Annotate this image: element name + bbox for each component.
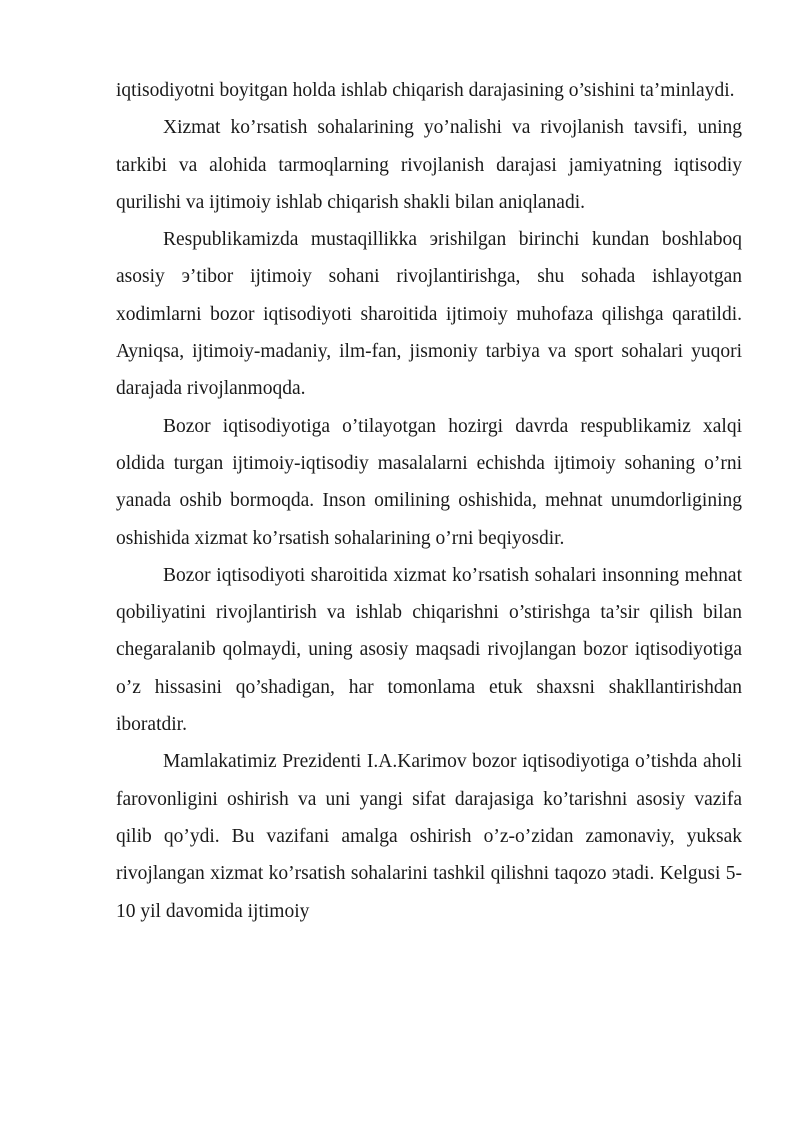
paragraph-service-sectors-direction: Xizmat ko’rsatish sohalarining yo’nalishi va rivojlanish tavsifi, uning tarkibi va alohida tarmoqlarning rivojlanish darajasi jamiyatning iqtisodiy qurilishi va ijtimoiy ishlab chiqarish shakli bilan aniqlanadi. xyxy=(116,117,742,213)
paragraph-market-transition: Bozor iqtisodiyotiga o’tilayotgan hozirgi davrda respublikamiz xalqi oldida turgan ijtimoiy-iqtisodiy masalalarni echishda ijtimoiy sohaning o’rni yanada oshib bormoqda. Inson omilining oshishida, mehnat unumdorligining oshishida xizmat ko’rsatish sohalarining o’rni beqiyosdir. xyxy=(116,415,742,549)
paragraph-independence-social-sphere: Respublikamizda mustaqillikka эrishilgan birinchi kundan boshlaboq asosiy э’tibor ijtimoiy sohani rivojlantirishga, shu sohada ishlayotgan xodimlarni bozor iqtisodiyoti sharoitida ijtimoiy muhofaza qilishga qaratildi. Ayniqsa, ijtimoiy-madaniy, ilm-fan, jismoniy tarbiya va sport sohalari yuqori darajada rivojlanmoqda. xyxy=(116,229,742,400)
paragraph-president-tasks: Mamlakatimiz Prezidenti I.A.Karimov bozor iqtisodiyotiga o’tishda aholi farovonligini oshirish va uni yangi sifat darajasiga ko’tarishni asosiy vazifa qilib qo’ydi. Bu vazifani amalga oshirish o’z-o’zidan zamonaviy, yuksak rivojlangan xizmat ko’rsatish sohalarini tashkil qilishni taqozo эtadi. Kelgusi 5-10 yil davomida ijtimoiy xyxy=(116,751,742,922)
paragraph-market-conditions: Bozor iqtisodiyoti sharoitida xizmat ko’rsatish sohalari insonning mehnat qobiliyatini rivojlantirish va ishlab chiqarishni o’stirishga ta’sir qilish bilan chegaralanib qolmaydi, uning asosiy maqsadi rivojlangan bozor iqtisodiyotiga o’z hissasini qo’shadigan, har tomonlama etuk shaxsni shakllantirishdan iboratdir. xyxy=(116,564,742,736)
paragraph-continued: iqtisodiyotni boyitgan holda ishlab chiqarish darajasining o’sishini ta’minlaydi. xyxy=(116,80,735,101)
document-body xyxy=(116,72,742,930)
